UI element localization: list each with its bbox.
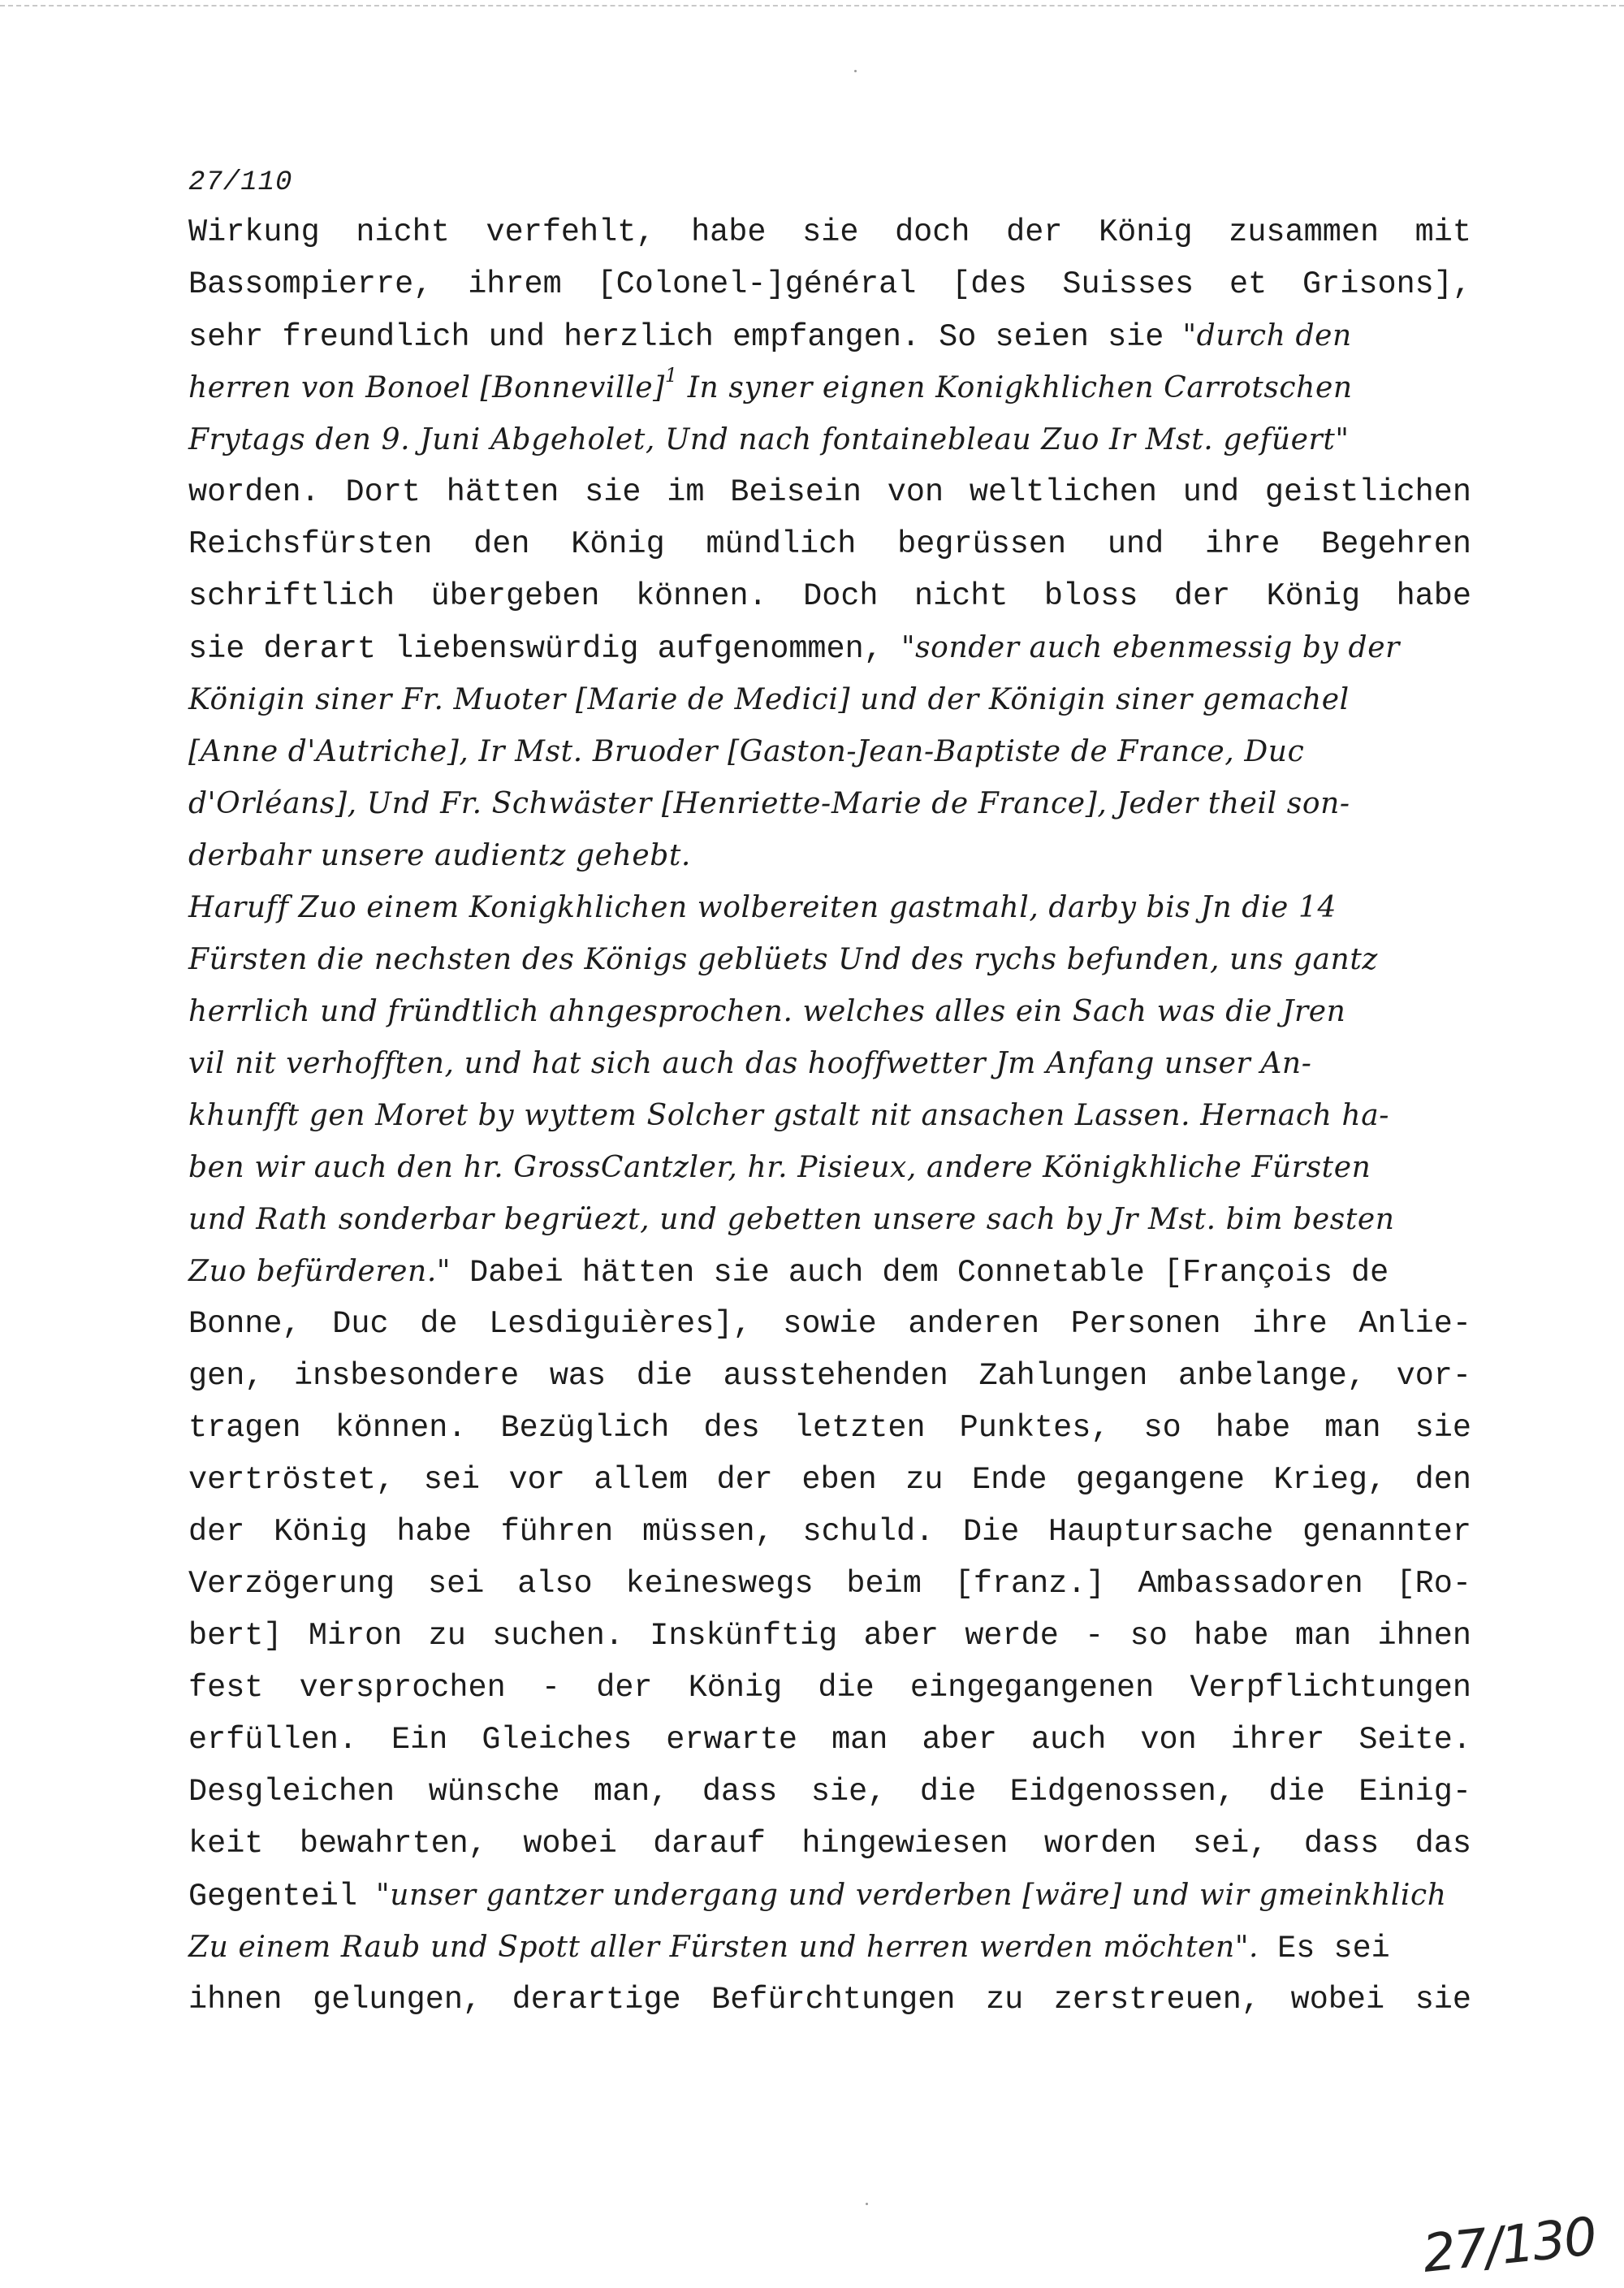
text-line: khunfft gen Moret by wyttem Solcher gstalt nit ansachen Lassen. Hernach ha- xyxy=(188,1099,1390,1132)
text-line: Wirkung nicht verfehlt, habe sie doch der König zusammen mit xyxy=(188,214,1471,250)
document-body xyxy=(188,206,1471,2026)
quote-run: Zu einem Raub und Spott aller Fürsten und herren werden möchten". xyxy=(188,1931,1259,1964)
quote-run: "sonder auch ebenmessig by der xyxy=(901,631,1400,664)
text-line xyxy=(188,1870,1471,1922)
text-line: und Rath sonderbar begrüezt, und gebetten unsere sach by Jr Mst. bim besten xyxy=(188,1203,1395,1236)
text-line: herrlich und fründtlich ahngesprochen. welches alles ein Sach was die Jren xyxy=(188,995,1346,1028)
text-line: Reichsfürsten den König mündlich begrüssen und ihre Begehren xyxy=(188,526,1471,562)
scan-speck xyxy=(866,2203,868,2205)
text-line: worden. Dort hätten sie im Beisein von weltlichen und geistlichen xyxy=(188,474,1471,510)
text-line xyxy=(188,1246,1471,1298)
text-run: Dabei hätten sie auch dem Connetable [François de xyxy=(451,1255,1389,1291)
text-line: der König habe führen müssen, schuld. Die Hauptursache genannter xyxy=(188,1514,1471,1550)
scan-edge-line xyxy=(0,5,1624,6)
quote-run: "durch den xyxy=(1182,319,1352,352)
footnote-marker: 1 xyxy=(664,364,678,387)
text-line: [Anne d'Autriche], Ir Mst. Bruoder [Gaston-Jean-Baptiste de France, Duc xyxy=(188,735,1305,768)
text-line: vil nit verhofften, und hat sich auch das hooffwetter Jm Anfang unser An- xyxy=(188,1047,1312,1080)
handwritten-folio-number: 27/130 xyxy=(1419,2207,1599,2285)
text-line xyxy=(188,362,1471,414)
text-line: erfüllen. Ein Gleiches erwarte man aber auch von ihrer Seite. xyxy=(188,1722,1471,1758)
text-line: Haruff Zuo einem Konigkhlichen wolbereiten gastmahl, darby bis Jn die 14 xyxy=(188,891,1337,924)
text-run: Es sei xyxy=(1259,1931,1390,1966)
quote-run: Zuo befürderen." xyxy=(188,1255,451,1288)
text-line: fest versprochen - der König die eingegangenen Verpflichtungen xyxy=(188,1670,1471,1706)
page-reference: 27/110 xyxy=(188,167,293,198)
text-line: ben wir auch den hr. GrossCantzler, hr. Pisieux, andere Königkhliche Fürsten xyxy=(188,1151,1371,1184)
text-line: tragen können. Bezüglich des letzten Punktes, so habe man sie xyxy=(188,1410,1471,1446)
text-line: d'Orléans], Und Fr. Schwäster [Henriette-Marie de France], Jeder theil son- xyxy=(188,787,1350,820)
text-line: derbahr unsere audientz gehebt. xyxy=(188,839,691,872)
quote-run: herren von Bonoel [Bonneville] xyxy=(188,371,665,404)
text-line: Verzögerung sei also keineswegs beim [franz.] Ambassadoren [Ro- xyxy=(188,1566,1471,1602)
text-line: ihnen gelungen, derartige Befürchtungen zu zerstreuen, wobei sie xyxy=(188,1982,1471,2018)
text-line: Frytags den 9. Juni Abgeholet, Und nach fontainebleau Zuo Ir Mst. gefüert" xyxy=(188,423,1350,456)
quote-run: "unser gantzer undergang und verderben [wäre] und wir gmeinkhlich xyxy=(376,1879,1447,1912)
scan-speck xyxy=(854,70,857,72)
text-line xyxy=(188,310,1471,362)
text-line: Fürsten die nechsten des Königs geblüets Und des rychs befunden, uns gantz xyxy=(188,943,1378,976)
text-line xyxy=(188,1922,1471,1974)
text-line: vertröstet, sei vor allem der eben zu Ende gegangene Krieg, den xyxy=(188,1462,1471,1498)
text-line: keit bewahrten, wobei darauf hingewiesen worden sei, dass das xyxy=(188,1826,1471,1862)
text-line: gen, insbesondere was die ausstehenden Zahlungen anbelange, vor- xyxy=(188,1358,1471,1394)
text-run: Gegenteil xyxy=(188,1879,377,1914)
text-line: bert] Miron zu suchen. Inskünftig aber werde - so habe man ihnen xyxy=(188,1618,1471,1654)
text-line: Bassompierre, ihrem [Colonel-]général [des Suisses et Grisons], xyxy=(188,266,1471,302)
text-line: Desgleichen wünsche man, dass sie, die Eidgenossen, die Einig- xyxy=(188,1774,1471,1810)
text-line: schriftlich übergeben können. Doch nicht bloss der König habe xyxy=(188,578,1471,614)
quote-run: In syner eignen Konigkhlichen Carrotschen xyxy=(677,371,1353,404)
text-run: sie derart liebenswürdig aufgenommen, xyxy=(188,631,901,667)
text-line: Königin siner Fr. Muoter [Marie de Medici] und der Königin siner gemachel xyxy=(188,683,1350,716)
text-line xyxy=(188,622,1471,674)
text-line: Bonne, Duc de Lesdiguières], sowie anderen Personen ihre Anlie- xyxy=(188,1306,1471,1342)
text-run: sehr freundlich und herzlich empfangen. So seien sie xyxy=(188,319,1183,355)
